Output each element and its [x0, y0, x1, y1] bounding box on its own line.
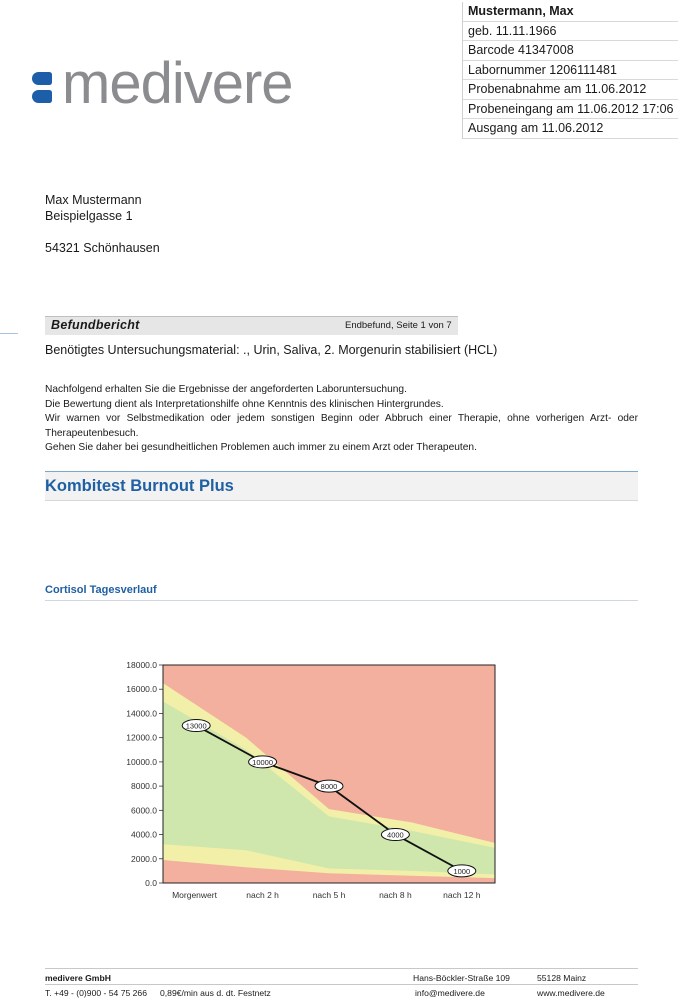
- report-status: Endbefund, Seite 1 von 7: [345, 320, 452, 331]
- patient-barcode: Barcode 41347008: [463, 41, 678, 61]
- x-tick-label: nach 12 h: [443, 890, 481, 900]
- patient-birthdate: geb. 11.11.1966: [463, 22, 678, 42]
- footer-website[interactable]: www.medivere.de: [537, 988, 605, 998]
- address-street: Beispielgasse 1: [45, 209, 133, 223]
- data-label: 4000: [387, 830, 404, 840]
- footer-email[interactable]: info@medivere.de: [415, 988, 485, 998]
- x-tick-label: nach 2 h: [246, 890, 279, 900]
- chart-title: Cortisol Tagesverlauf: [45, 584, 157, 596]
- y-tick-label: 6000.0: [131, 805, 157, 816]
- y-tick-label: 16000.0: [126, 684, 157, 695]
- x-tick-label: Morgenwert: [172, 890, 217, 900]
- data-label: 1000: [453, 866, 471, 876]
- address-name: Max Mustermann: [45, 193, 142, 207]
- x-tick-label: nach 5 h: [312, 890, 346, 900]
- y-tick-label: 18000.0: [126, 660, 157, 670]
- data-label: 10000: [252, 757, 274, 767]
- patient-info-box: [462, 2, 678, 139]
- logo-mark-top: [32, 72, 52, 85]
- logo-mark-bottom: [32, 90, 52, 103]
- report-header-bar: [45, 316, 458, 335]
- y-tick-label: 12000.0: [126, 732, 157, 743]
- y-tick-label: 0.0: [145, 878, 157, 888]
- report-title: Befundbericht: [51, 318, 140, 332]
- footer-divider-mid: [45, 984, 638, 985]
- footer-street: Hans-Böckler-Straße 109: [413, 973, 510, 983]
- intro-line: Gehen Sie daher bei gesundheitlichen Problemen auch immer zu einem Arzt oder Therapeuten.: [45, 442, 477, 454]
- margin-mark: [0, 333, 18, 334]
- y-tick-label: 8000.0: [131, 781, 157, 792]
- lab-number: Labornummer 1206111481: [463, 61, 678, 81]
- footer-phone: T. +49 - (0)900 - 54 75 266: [45, 988, 147, 998]
- medivere-logo: [32, 51, 372, 122]
- address-city: 54321 Schönhausen: [45, 241, 160, 255]
- section-title: Kombitest Burnout Plus: [45, 477, 234, 495]
- y-tick-label: 2000.0: [131, 853, 157, 864]
- footer-rate: 0,89€/min aus d. dt. Festnetz: [160, 988, 271, 998]
- x-tick-label: nach 8 h: [379, 890, 412, 900]
- report-issued: Ausgang am 11.06.2012: [463, 119, 678, 139]
- y-tick-label: 4000.0: [131, 829, 157, 840]
- intro-text: [45, 383, 638, 456]
- y-tick-label: 10000.0: [126, 756, 157, 767]
- chart-title-divider: [45, 600, 638, 601]
- footer-company: medivere GmbH: [45, 973, 111, 983]
- sample-received: Probeneingang am 11.06.2012 17:06: [463, 100, 678, 120]
- patient-name: Mustermann, Max: [463, 2, 678, 22]
- section-header: [45, 471, 638, 501]
- data-label: 13000: [185, 721, 207, 731]
- cortisol-chart: [105, 650, 505, 910]
- intro-line: Die Bewertung dient als Interpretationshilfe ohne Kenntnis des klinischen Hintergrundes.: [45, 398, 444, 410]
- intro-line: Nachfolgend erhalten Sie die Ergebnisse der angeforderten Laboruntersuchung.: [45, 384, 407, 395]
- logo-text: medivere: [62, 51, 293, 116]
- sample-taken: Probenabnahme am 11.06.2012: [463, 80, 678, 100]
- required-material: Benötigtes Untersuchungsmaterial: ., Urin, Saliva, 2. Morgenurin stabilisiert (HCL): [45, 343, 498, 357]
- y-tick-label: 14000.0: [126, 708, 157, 719]
- intro-line: Wir warnen vor Selbstmedikation oder jedem sonstigen Beginn oder Abbruch einer Therapie, ohne vorherigen Arzt- oder Therapeutenbesuch.: [45, 413, 638, 439]
- data-label: 8000: [320, 782, 338, 792]
- footer-city: 55128 Mainz: [537, 973, 587, 983]
- footer-divider-top: [45, 968, 638, 969]
